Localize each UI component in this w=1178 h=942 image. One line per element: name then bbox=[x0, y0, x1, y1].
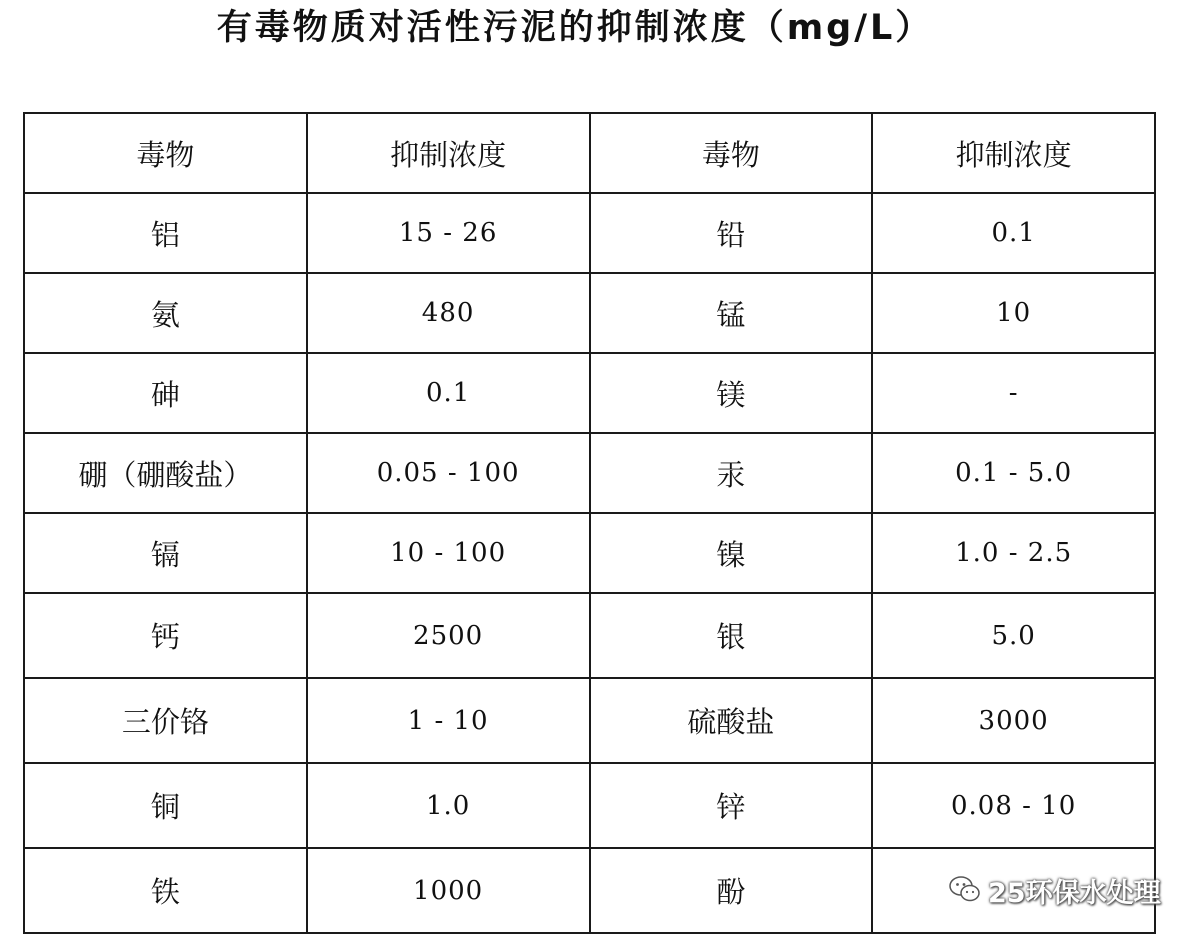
table-row bbox=[24, 353, 1155, 433]
toxicant-cell: 砷 bbox=[24, 353, 307, 433]
toxicant-cell: 铜 bbox=[24, 763, 307, 848]
concentration-cell: 480 bbox=[307, 273, 590, 353]
concentration-cell: 10 bbox=[872, 273, 1155, 353]
header-toxicant: 毒物 bbox=[24, 113, 307, 193]
table-row bbox=[24, 678, 1155, 763]
concentration-cell: 0.1 bbox=[307, 353, 590, 433]
concentration-cell: 1.0 bbox=[307, 763, 590, 848]
header-toxicant: 毒物 bbox=[590, 113, 873, 193]
toxicant-cell: 酚 bbox=[590, 848, 873, 933]
watermark-text: 25环保水处理 bbox=[988, 877, 1161, 909]
toxicant-cell: 硼（硼酸盐） bbox=[24, 433, 307, 513]
concentration-cell: 3000 bbox=[872, 678, 1155, 763]
toxicant-cell: 钙 bbox=[24, 593, 307, 678]
table-row bbox=[24, 513, 1155, 593]
concentration-cell: 5.0 bbox=[872, 593, 1155, 678]
concentration-cell: 0.08 - 10 bbox=[872, 763, 1155, 848]
toxicant-cell: 铅 bbox=[590, 193, 873, 273]
table-row bbox=[24, 433, 1155, 513]
concentration-cell: 10 - 100 bbox=[307, 513, 590, 593]
table-row bbox=[24, 763, 1155, 848]
table-row bbox=[24, 273, 1155, 353]
page-title: 有毒物质对活性污泥的抑制浓度（mg/L） bbox=[216, 8, 934, 48]
toxicant-cell: 氨 bbox=[24, 273, 307, 353]
concentration-cell: 0.1 bbox=[872, 193, 1155, 273]
header-inhibition-concentration: 抑制浓度 bbox=[307, 113, 590, 193]
toxicant-cell: 三价铬 bbox=[24, 678, 307, 763]
table-row bbox=[24, 593, 1155, 678]
concentration-cell: - bbox=[872, 353, 1155, 433]
toxicant-cell: 铁 bbox=[24, 848, 307, 933]
wechat-icon bbox=[948, 873, 982, 907]
concentration-cell: 1000 bbox=[307, 848, 590, 933]
toxicant-cell: 银 bbox=[590, 593, 873, 678]
toxic-substance-table bbox=[23, 112, 1156, 934]
toxicant-cell: 铝 bbox=[24, 193, 307, 273]
toxicant-cell: 锌 bbox=[590, 763, 873, 848]
toxicant-cell: 汞 bbox=[590, 433, 873, 513]
toxicant-cell: 镁 bbox=[590, 353, 873, 433]
toxicant-cell: 镍 bbox=[590, 513, 873, 593]
concentration-cell: 1 - 10 bbox=[307, 678, 590, 763]
table-row bbox=[24, 193, 1155, 273]
toxicant-cell: 硫酸盐 bbox=[590, 678, 873, 763]
concentration-cell: 1.0 - 2.5 bbox=[872, 513, 1155, 593]
table-header-row bbox=[24, 113, 1155, 193]
toxicant-cell: 锰 bbox=[590, 273, 873, 353]
watermark bbox=[948, 868, 1161, 912]
concentration-cell: 0.05 - 100 bbox=[307, 433, 590, 513]
concentration-cell: 0.1 - 5.0 bbox=[872, 433, 1155, 513]
toxicant-cell: 镉 bbox=[24, 513, 307, 593]
concentration-cell: 2500 bbox=[307, 593, 590, 678]
header-inhibition-concentration: 抑制浓度 bbox=[872, 113, 1155, 193]
concentration-cell: 15 - 26 bbox=[307, 193, 590, 273]
